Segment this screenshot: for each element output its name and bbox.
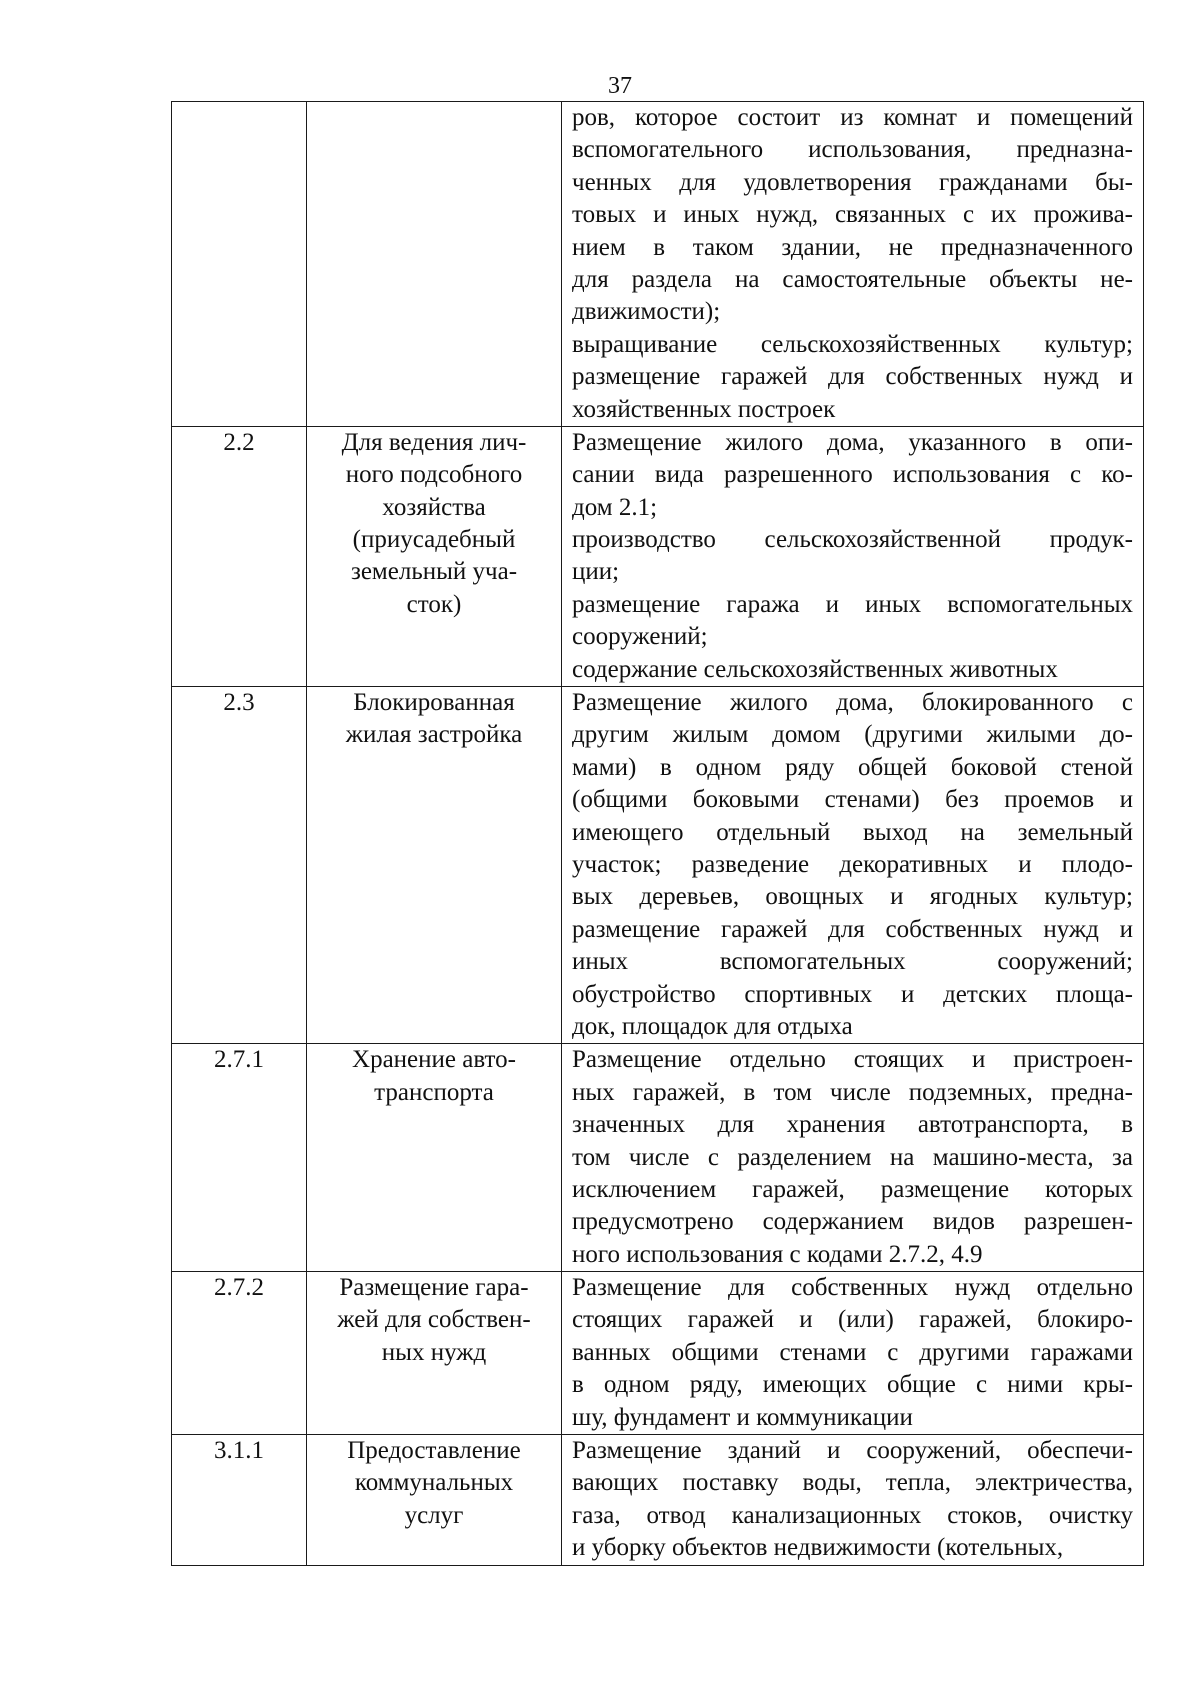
description-line: Размещение жилого дома, указанного в опи- [572,428,1133,456]
code-cell [172,1272,307,1435]
land-use-table [171,101,1144,1566]
name-line: Размещение гара- [339,1274,529,1302]
table-row [172,1044,1144,1272]
code-cell [172,687,307,1044]
name-cell [307,102,562,427]
name-cell [307,1272,562,1435]
description-cell [562,1044,1144,1272]
description-line: дом 2.1; [572,493,658,521]
description-line: вых деревьев, овощных и ягодных культур; [572,883,1133,911]
name-line: Хранение авто- [352,1046,516,1074]
name-line: ных нужд [381,1338,487,1366]
description-line: предусмотрено содержанием видов разрешен- [572,1208,1133,1236]
name-cell [307,1435,562,1566]
code-text: 2.7.1 [214,1046,264,1074]
description-line: размещение гаражей для собственных нужд и [572,363,1133,391]
description-line: Размещение отдельно стоящих и пристроен- [572,1046,1133,1074]
description-line: участок; разведение декоративных и плодо- [572,850,1133,878]
description-line: газа, отвод канализационных стоков, очистку [572,1501,1133,1529]
description-line: размещение гаражей для собственных нужд и [572,915,1133,943]
description-line: (общими боковыми стенами) без проемов и [572,786,1133,814]
page-number: 37 [608,73,632,99]
name-cell [307,426,562,686]
code-cell [172,1435,307,1566]
name-line: (приусадебный [352,526,516,554]
description-line: ных гаражей, в том числе подземных, предна- [572,1078,1133,1106]
name-line: Блокированная [353,689,515,717]
description-line: хозяйственных построек [572,395,836,423]
table-row [172,102,1144,427]
name-line: хозяйства [382,493,486,521]
name-line: Предоставление [347,1437,521,1465]
name-line: коммунальных [354,1469,514,1497]
table-row [172,687,1144,1044]
code-text: 2.7.2 [214,1274,264,1302]
name-cell [307,1044,562,1272]
description-line: ченных для удовлетворения гражданами бы- [572,168,1133,196]
description-line: ров, которое состоит из комнат и помещений [572,104,1133,131]
description-line: Размещение для собственных нужд отдельно [572,1274,1133,1302]
code-text: 3.1.1 [214,1437,264,1465]
description-line: значенных для хранения автотранспорта, в [572,1111,1133,1139]
description-line: том числе с разделением на машино-места, за [572,1143,1133,1171]
description-line: мами) в одном ряду общей боковой стеной [572,753,1133,781]
description-line: другим жилым домом (другими жилыми до- [572,721,1133,749]
description-line: Размещение жилого дома, блокированного с [572,689,1133,717]
description-cell [562,426,1144,686]
name-line: ного подсобного [345,461,523,489]
description-line: обустройство спортивных и детских площа- [572,980,1133,1008]
description-cell [562,1272,1144,1435]
name-cell [307,687,562,1044]
description-line: исключением гаражей, размещение которых [572,1175,1133,1203]
name-line: услуг [404,1501,464,1529]
description-line: док, площадок для отдыха [572,1012,853,1040]
description-line: товых и иных нужд, связанных с их прожива- [572,201,1133,229]
description-line: в одном ряду, имеющих общие с ними кры- [572,1371,1133,1399]
description-line: Размещение зданий и сооружений, обеспечи- [572,1437,1133,1465]
description-cell [562,687,1144,1044]
description-line: выращивание сельскохозяйственных культур; [572,330,1133,358]
description-line: содержание сельскохозяйственных животных [572,655,1058,683]
code-cell [172,102,307,427]
name-line: земельный уча- [350,558,518,586]
description-line: имеющего отдельный выход на земельный [572,818,1133,846]
table-body [172,102,1144,1566]
description-line: для раздела на самостоятельные объекты не- [572,265,1133,293]
description-line: стоящих гаражей и (или) гаражей, блокиро- [572,1306,1133,1334]
code-cell [172,426,307,686]
table-row [172,1435,1144,1566]
description-line: ного использования с кодами 2.7.2, 4.9 [572,1240,983,1268]
name-line: жилая застройка [345,721,523,749]
description-line: нием в таком здании, не предназначенного [572,233,1133,261]
description-line: ции; [572,558,620,586]
name-line: Для ведения лич- [341,428,527,456]
description-line: иных вспомогательных сооружений; [572,948,1133,976]
description-cell [562,102,1144,427]
code-cell [172,1044,307,1272]
code-text: 2.2 [223,428,255,456]
description-line: ванных общими стенами с другими гаражами [572,1338,1133,1366]
name-line: транспорта [374,1078,494,1106]
table-row [172,426,1144,686]
code-text: 2.3 [223,689,255,717]
name-line: жей для собствен- [337,1306,531,1334]
description-line: вающих поставку воды, тепла, электричества, [572,1469,1133,1497]
table-row [172,1272,1144,1435]
description-line: размещение гаража и иных вспомогательных [572,590,1133,618]
description-line: и уборку объектов недвижимости (котельных, [572,1534,1064,1562]
description-line: производство сельскохозяйственной продук- [572,526,1133,554]
description-line: сооружений; [572,623,708,651]
description-line: шу, фундамент и коммуникации [572,1403,913,1431]
description-line: сании вида разрешенного использования с ко- [572,461,1133,489]
description-line: вспомогательного использования, предназна- [572,136,1133,164]
name-line: сток) [406,590,462,618]
description-cell [562,1435,1144,1566]
description-line: движимости); [572,298,721,326]
